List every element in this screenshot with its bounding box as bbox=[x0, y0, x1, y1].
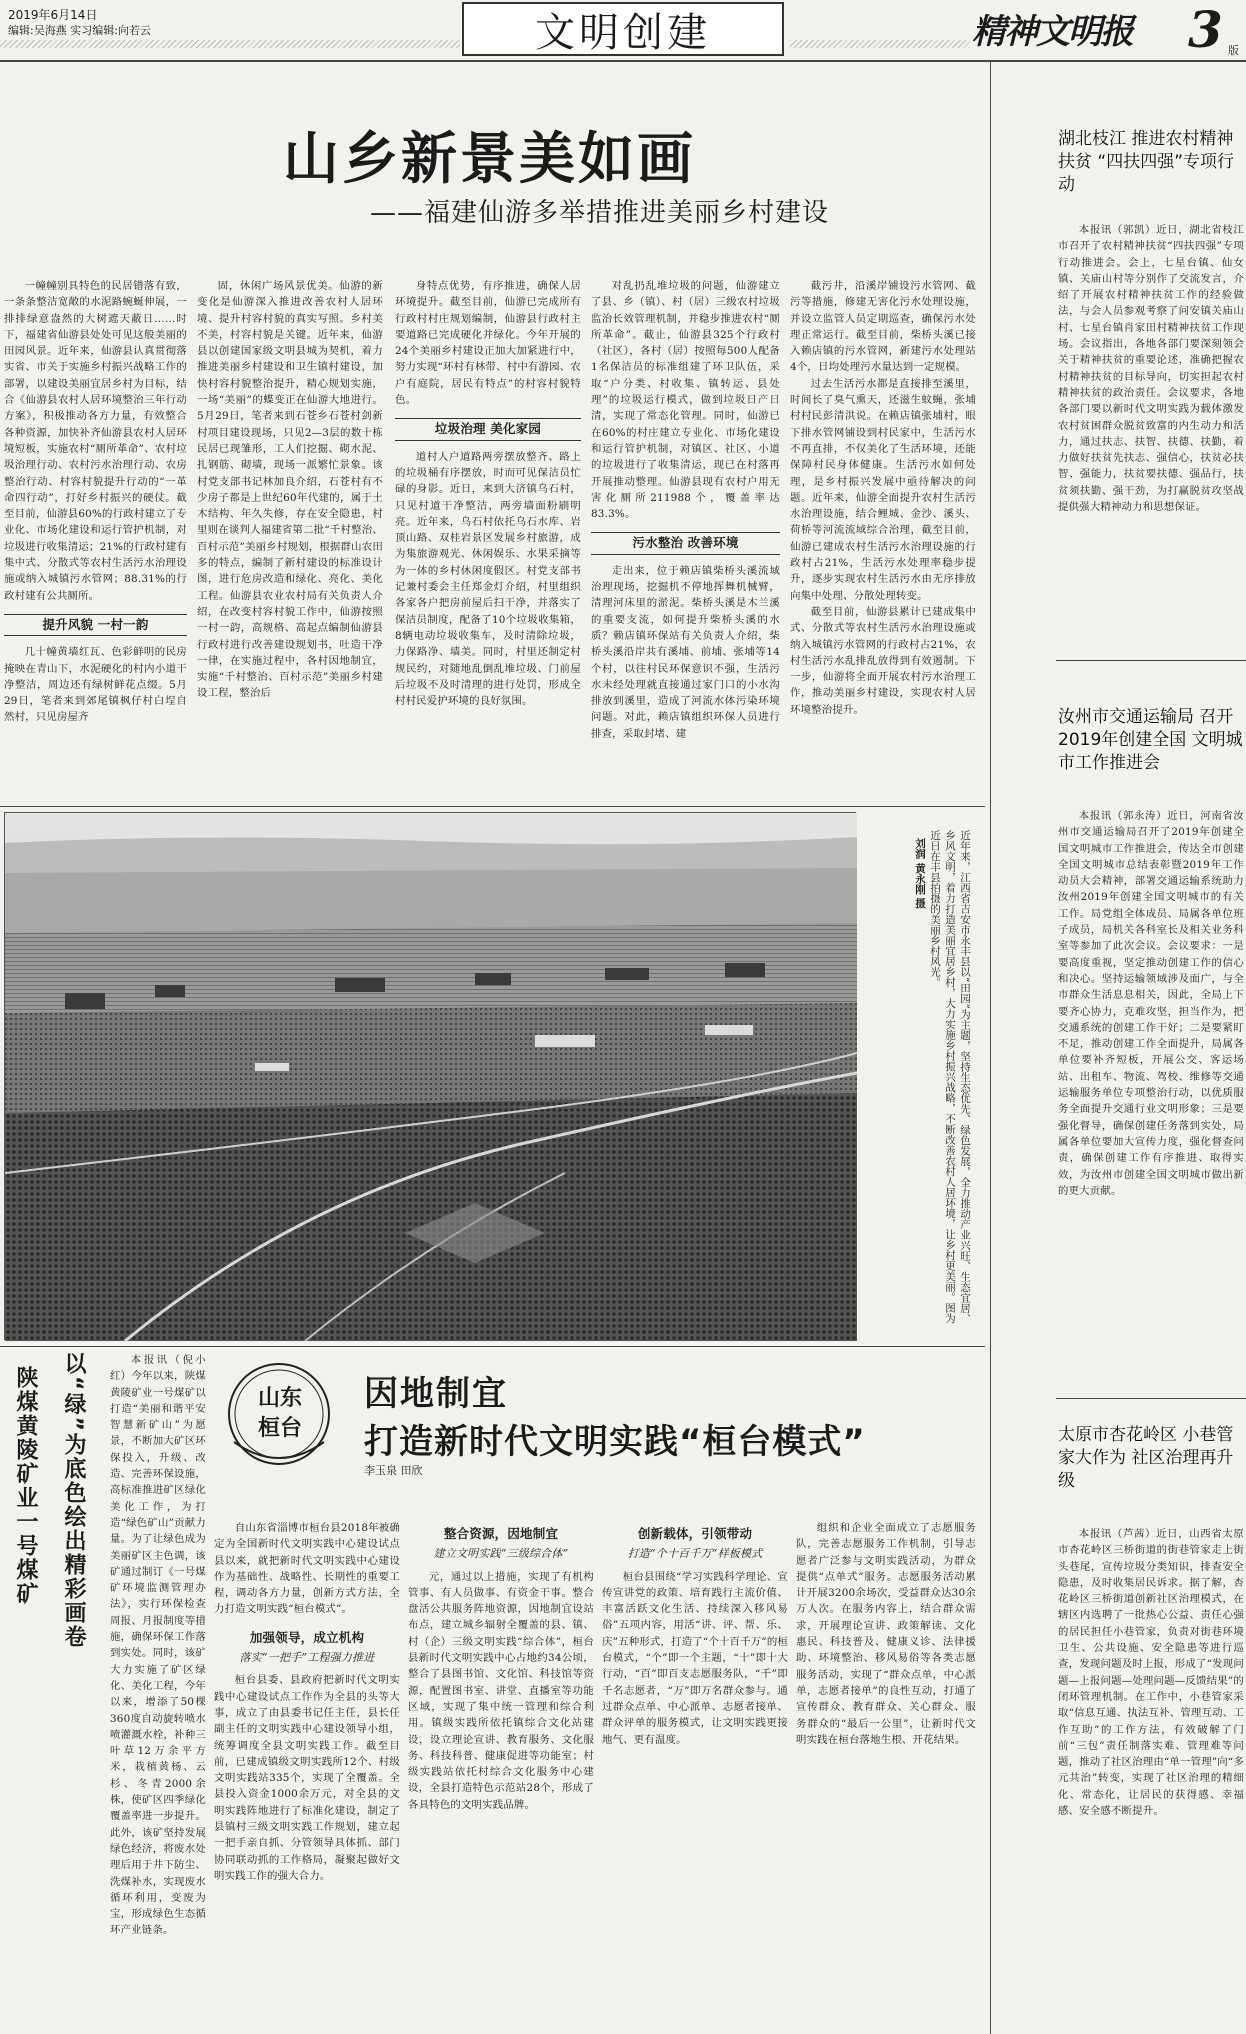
lead-subheadline: ——福建仙游多举措推进美丽乡村建设 bbox=[370, 198, 830, 228]
huantai-column-4 bbox=[796, 1520, 976, 2020]
lead-column-1 bbox=[4, 278, 187, 798]
lead-column-4 bbox=[591, 278, 780, 798]
lead-col4b-text: 走出来，位于赖店镇柴桥头溪流域治理现场，挖掘机不停地挥舞机械臂，清理河床里的淤泥。柴桥头溪是木兰溪的重要支流，如何提升柴桥头溪的水质？赖店镇环保站有关负责人介绍，柴桥头溪沿岸共有溪埔、前埔、张埔等14个村，以往村民环保意识不强，生活污水未经处理就直接通过家门口的小水沟排放到溪里，造成了河流水体污染环境问题。对此，赖店镇组织环保人员进行排查，采取封堵、建 bbox=[591, 564, 780, 740]
editor-credits: 编辑:吴海燕 实习编辑:向若云 bbox=[8, 24, 151, 37]
huantai-col1b-text: 桓台县委、县政府把新时代文明实践中心建设试点工作作为全县的头等大事，成立了由县委书记任主任，县长任副主任的文明实践中心建设领导小组，统筹调度全县文明实践工作。截至目前，已建成镇级文明实践所12个、村级文明实践站335个，实现了全覆盖。全县投入资金1000余万元，对全县的文明实践阵地进行了标准化建设，制定了县镇村三级文明实践工作规划，建立起一把手亲自抓、分管领导具体抓、部门协同联动抓的工作格局，凝聚起做好文明实践工作的强大合力。 bbox=[214, 1674, 400, 1882]
page-number: 3 bbox=[1188, 0, 1223, 59]
page-label: 版 bbox=[1228, 44, 1239, 57]
photo-credit: 刘润 黄永刚 摄 bbox=[914, 838, 926, 909]
huantai-column-2 bbox=[408, 1520, 594, 2020]
subhead-ziyuan: 整合资源，因地制宜 bbox=[443, 1526, 559, 1541]
huantai-column-3 bbox=[602, 1520, 788, 2020]
huantai-col3-text: 桓台县围绕“学习实践科学理论、宣传宣讲党的政策、培育践行主流价值、丰富活跃文化生活、持续深入移风易俗”五项内容，用活“讲、评、帮、乐、庆”五种形式，打造了“个十百千万”的桓台模式，“个”即一个主题，“十”即十大行动，“百”即百支志愿服务队，“千”即千名志愿者，“万”即万名群众参与。通过群众点单、中心派单、志愿者接单、群众评单的服务模式，让文明实践更接地气、更有温度。 bbox=[602, 1570, 788, 1746]
huantai-region-1: 山东 bbox=[257, 1386, 302, 1411]
issue-date: 2019年6月14日 bbox=[8, 8, 98, 22]
masthead bbox=[0, 0, 1246, 62]
lead-column-2 bbox=[197, 278, 383, 798]
sidebar-divider bbox=[990, 62, 991, 2034]
vertical-headline: 以“绿”为底色绘出精彩画卷 bbox=[61, 1352, 86, 1649]
aerial-photo-svg bbox=[5, 813, 857, 1341]
huantai-headline-2: 打造新时代文明实践“桓台模式” bbox=[364, 1422, 866, 1462]
sidebar-story-1-title: 湖北枝江 推进农村精神扶贫 “四扶四强”专项行动 bbox=[1058, 129, 1235, 195]
lead-col1b-text: 几十幢黄墙红瓦、色彩鲜明的民房掩映在青山下，水泥硬化的村内小道干净整洁，周边还有绿树鲜花点缀。5月29日，笔者来到郊尾镇枫仔村白埕自然村，只见房屋齐 bbox=[4, 646, 187, 724]
vertical-story-text: 本报讯（倪小红）今年以来，陕煤黄陵矿业一号煤矿以打造“美丽和谐平安智慧新矿山”为愿景，不断加大矿区环保投入，升级、改造、完善环保设施，高标准推进矿区绿化美化工作，为打造“绿色矿山”贡献力量。为了让绿色成为美丽矿区主色调，该矿通过制订《一号煤矿环境监测管理办法》，实行环保检查周报、月报制度等措施，确保环保工作落到实处。同时，该矿大力实施了矿区绿化、美化工程，今年以来，增添了50棵360度自动旋转喷水喷灌溉水栓，补种三叶草12万余平方米，栽植黄杨、云杉、冬青2000余株，使矿区四季绿化覆盖率进一步提升。此外，该矿坚持发展绿色经济，将废水处理后用于井下防尘、洗煤补水，实现废水循环利用，变废为宝，形成绿色生态循环产业链条。 bbox=[110, 1354, 206, 1937]
sidebar-story-2-text: 本报讯（郭永涛）近日，河南省汝州市交通运输局召开了2019年创建全国文明城市工作推进会，传达全市创建全国文明城市总结表彰暨2019年工作动员大会精神，部署交通运输系统助力汝州2019年创建全国文明城市的有关工作。局党组全体成员、局属各单位班子成员，局机关各科室长及相关业务科室等参加了此次会议。会议要求：一是要高度重视，坚定推动创建工作的信心和决心。坚持运输领域涉及面广，与全市群众生活息息相关，因此，全局上下要齐心协力，克难攻坚，担当作为，把交通系统的创建工作干好；二是要紧盯不足，推动创建工作全面提升，局属各单位要补齐短板，开展公交、客运场站、出租车、物流、驾校、维修等交通运输服务单位专项整治行动，以优质服务全面提升交通行业文明形象；三是要强化督导，确保创建任务落到实处，局属各单位要加大宣传力度，强化督查问责，确保创建工作有序推进、取得实效，为汝州市创建全国文明城市做出新的更大贡献。 bbox=[1058, 810, 1244, 1197]
vertical-headline-2: 陕煤黄陵矿业一号煤矿 bbox=[13, 1366, 38, 1606]
sidebar-story-2 bbox=[1058, 808, 1244, 1364]
huantai-region-2: 桓台 bbox=[257, 1416, 302, 1441]
photo-caption-text: 近年来，江西省吉安市永丰县以“田园”为主题，坚持生态优先、绿色发展，全力推动产业兴旺、生态宜居、乡风文明，着力打造美丽宜居乡村，大力实施乡村振兴战略，不断改善农村人居环境，让乡村更美丽。图为近日在丰县拍摄的美丽乡村风光。 bbox=[929, 830, 971, 1324]
sidebar-story-3 bbox=[1058, 1526, 1244, 2026]
sidebar-story-1-text: 本报讯（郭凯）近日，湖北省枝江市召开了农村精神扶贫“四扶四强”专项行动推进会。会上，七星台镇、仙女镇、关庙山村等分别作了交流发言，介绍了开展农村精神扶贫工作的经验做法，与会人员参观考察了问安镇关庙山村、七星台镇肖家田村精神扶贫工作现场。会议指出，各地各部门要深刻领会关于精神扶贫的重要论述，准确把握农村精神扶贫的目标导向，切实担起农村精神扶贫的政治责任。会议要求，各地各部门要以新时代文明实践为载体激发农村贫困群众脱贫致富的内生动力和活力，通过扶志、扶智、扶德、扶勤，着力做好扶贫先扶志、强信心，扶贫必扶智、强能力，扶贫要扶德、强品行，扶贫须扶勤、强干劲，为打赢脱贫攻坚战提供强大精神动力和思想保证。 bbox=[1058, 224, 1244, 514]
sidebar-story-3-title: 太原市杏花岭区 小巷管家大作为 社区治理再升级 bbox=[1058, 1425, 1234, 1491]
lead-col3-text: 身特点优势，有序推进，确保人居环境提升。截至目前，仙游已完成所有行政村村庄规划编制，仙游县行政村主要道路已完成硬化并绿化。今年开展的24个美丽乡村建设正加大加紧进行中，努力实现“环村有林带、村中有游园、农户有庭院，居民有特点”的村容村貌特色。 bbox=[395, 280, 581, 407]
subhead-lingdao-2: 落实“一把手”工程强力推进 bbox=[239, 1651, 375, 1665]
subhead-wushui: 污水整治 改善环境 bbox=[591, 532, 780, 554]
photo-caption bbox=[862, 830, 972, 1330]
lead-col5c-text: 截至目前，仙游县累计已建成集中式、分散式等农村生活污水治理设施或纳入城镇污水管网的行政村占21%，农村生活污水乱排乱放得到有效遏制。下一步，仙游将全面开展农村污水治理工作，推动美丽乡村建设，实现农村人居环境整治提升。 bbox=[790, 605, 976, 716]
lead-headline: 山乡新景美如画 bbox=[283, 127, 696, 192]
subhead-laji: 垃圾治理 美化家园 bbox=[395, 418, 581, 440]
subhead-zaiti-2: 打造“个十百千万”样板模式 bbox=[627, 1547, 763, 1561]
subhead-ziyuan-2: 建立文明实践“三级综合体” bbox=[433, 1547, 569, 1561]
lead-column-3 bbox=[395, 278, 581, 798]
masthead-hatch-left bbox=[0, 40, 460, 48]
newspaper-logo: 精神文明报 bbox=[972, 12, 1132, 52]
lead-col2-text: 固，休闲广场风景优美。仙游的新变化是仙游深入推进改善农村人居环境、提升村容村貌的真实写照。乡村美不美，村容村貌是关键。近年来，仙游县以创建国家级文明县城为契机，着力推进美丽乡村建设和卫生镇村建设，加快村容村貌整治提升，精心规划实施，一场“美丽”的蝶变正在仙游大地进行。5月29日，笔者来到石苍乡石苍村剑新村项目建设现场，只见2—3层的数十栋民居已现雏形，工人们挖掘、砌水泥、扎钢筋、砌墙，现场一派繁忙景象。该村党支部书记林加良介绍，石苍村有不少房子都是上世纪60年代建的，属于土木结构、年久失修，存在安全隐患，村里则在谈判人福建省第二批“千村整治、百村示范”美丽乡村规划，根据群山农田多的特点，编制了新村建设的标准设计图，进行危房改造和绿化、亮化、美化工程。仙游县农业农村局有关负责人介绍，在改变村容村貌工作中，仙游按照一村一韵，高规格、高起点编制仙游县行政村进行改善建设规划书，吐造干净一律，在实施过程中，各村因地制宜，实施“千村整治、百村示范”美丽乡村建设工程，整治后 bbox=[197, 280, 383, 700]
huantai-headline: 因地制宜 bbox=[364, 1374, 508, 1414]
subhead-zaiti: 创新载体，引领带动 bbox=[637, 1526, 753, 1541]
subhead-lingdao: 加强领导，成立机构 bbox=[249, 1629, 365, 1645]
lead-column-5 bbox=[790, 278, 976, 798]
huantai-region bbox=[240, 1384, 320, 1444]
sidebar-story-3-text: 本报讯（芦茜）近日，山西省太原市杏花岭区三桥街道的街巷管家走上街头巷尾，宣传垃圾分类知识，排查安全隐患，及时收集居民诉求。据了解，杏花岭区三桥街道创新社区治理模式，在辖区内选聘了一批热心公益、责任心强的居民担任小巷管家，负责对街巷环境卫生、公共设施、安全隐患等进行巡查，发现问题及时上报，形成了“发现问题—上报问题—处理问题—反馈结果”的闭环管理机制。在工作中，小巷管家采取“信息互通、执法互补、管理互动、工作互助”的工作方法，有效破解了门前“三包”责任制落实难、管理难等问题，推动了社区治理由“单一管理”向“多元共治”转变，实现了社区治理的精细化、常态化，让居民的获得感、幸福感、安全感不断提升。 bbox=[1058, 1528, 1244, 1818]
sidebar-rule-1 bbox=[1056, 660, 1246, 661]
vertical-headline-block bbox=[4, 1352, 114, 1822]
aerial-photo bbox=[4, 812, 856, 1340]
huantai-col2-text: 元，通过以上措施，实现了有机构管事、有人员做事、有资金干事。整合盘活公共服务阵地资源，因地制宜设站布点，建立城乡辐射全覆盖的县、镇、村（企）三级文明实践“综合体”，桓台县新时代文明实践中心占地约34公顷，整合了县图书馆、文化馆、科技馆等资源，配置图书室、讲堂、直播室等功能区域，实现了集中统一管理和综合利用。镇级实践所依托镇综合文化站建设，设立理论宣讲、教育服务、文化服务、科技科普、健康促进等功能室；村级实践站依托村综合文化服务中心建设，全县打造特色示范站28个，形成了各具特色的文明实践品牌。 bbox=[408, 1570, 594, 1811]
huantai-header bbox=[214, 1354, 974, 1504]
masthead-hatch-right bbox=[790, 40, 970, 48]
sidebar-story-1 bbox=[1058, 222, 1244, 640]
divider-photo-bottom bbox=[0, 1346, 985, 1347]
huantai-byline: 李玉泉 田欣 bbox=[364, 1464, 423, 1477]
sidebar-rule-2 bbox=[1056, 1398, 1246, 1399]
subhead-fengmao: 提升风貌 一村一韵 bbox=[4, 614, 187, 636]
lead-col5-text: 截污井，沿溪岸铺设污水管网、截污等措施，修建无害化污水处理设施，并设立监管人员定期巡查，确保污水处理正常运行。截至目前，柴桥头溪已接入赖店镇的污水管网，新建污水处理站4个，日均处理污水量达到一定规模。 bbox=[790, 280, 976, 374]
lead-col4-text: 对乱扔乱堆垃圾的问题，仙游建立了县、乡（镇）、村（居）三级农村垃圾监治长效管理机制，并稳步推进农村“厕所革命”。截止，仙游县325个行政村（社区），各村（居）按照每500人配备1名保洁员的标准组建了环卫队伍，采取“户分类、村收集、镇转运、县处理”的垃圾运行模式，做到垃圾日产日清，实现了常态化管理。同时，仙游已在60%的村庄建立专业化、市场化建设和运行管护机制，对镇区、社区、小道的垃圾进行了收集清运，现已在村落再开展推动整理。仙游县现有农村户用无害化厕所211988个，覆盖率达83.3%。 bbox=[591, 280, 780, 521]
lead-col5b-text: 过去生活污水都是直接排至溪里，时间长了臭气熏天，还滋生蚊蝇，张埔村村民彭清洪说。在赖店镇张埔村，眼下排水管网铺设到村民家中，生活污水不再直排，不仅美化了生活环境，还能保障村民身体健康。生活污水如何处理，是乡村振兴发展中亟待解决的问题。近年来，仙游全面提升农村生活污水治理设施，结合鲤城、金沙、溪头、荷桥等河流流域综合治理，截至目前，仙游已建成农村生活污水治理设施的行政村占21%，生活污水处理率稳步提升，逐步实现农村生活污水由无序排放向集中处理、分散处理转变。 bbox=[790, 377, 976, 602]
divider-lead-photo bbox=[0, 806, 985, 807]
huantai-column-1 bbox=[214, 1520, 400, 2020]
lead-col1-text: 一幢幢别具特色的民居错落有致，一条条整洁宽敞的水泥路蜿蜒伸展，一排排绿意盎然的大树遮天蔽日……时下，福建省仙游县处处可见这般美丽的田园风景。近年来，仙游县认真贯彻落实省、市关于实施乡村振兴战略工作的部署，以建设美丽宜居乡村为目标，结合《仙游县农村人居环境整治三年行动方案》，积极推动各方力量，有效整合各种资源，加快补齐仙游县农村人居环境短板，实施农村“厕所革命”、农村垃圾治理行动、农村污水治理行动、农房整治行动、村容村貌提升行动的“一革命四行动”，打好乡村振兴的硬仗。截至目前，仙游县60%的行政村建立了专业化、市场化建设和运行管护机制，对垃圾进行收集清运；21%的行政村建有集中式、分散式等农村生活污水治理设施或纳入城镇污水管网；88.31%的行政村建有公共厕所。 bbox=[4, 280, 187, 602]
huantai-col4-text: 组织和企业全面成立了志愿服务队，完善志愿服务工作机制，引导志愿者广泛参与文明实践活动，为群众提供“点单式”服务。志愿服务活动累计开展3200余场次，受益群众达30余万人次。在服务内容上，结合群众需求，开展理论宣讲、政策解读、文化惠民、科技普及、健康义诊、法律援助、环境整治、移风易俗等各类志愿服务活动，实现了“群众点单，中心派单，志愿者接单”的良性互动，打通了宣传群众、教育群众、关心群众、服务群众的“最后一公里”，让新时代文明实践在桓台落地生根、开花结果。 bbox=[796, 1522, 976, 1746]
masthead-rule bbox=[0, 60, 1246, 62]
sidebar-story-2-title: 汝州市交通运输局 召开2019年创建全国 文明城市工作推进会 bbox=[1058, 707, 1243, 773]
huantai-col1-text: 自山东省淄博市桓台县2018年被确定为全国新时代文明实践中心建设试点县以来，就把新时代文明实践中心建设作为基础性、战略性、长期性的重要工程，调动各方力量，创新方式方法，全力打造文明实践“桓台模式”。 bbox=[214, 1522, 400, 1616]
vertical-story-text-narrow bbox=[110, 1352, 206, 1937]
lead-col3b-text: 道村人户道路两旁摆放整齐、路上的垃圾桶有序摆放，时而可见保洁员忙碌的身影。近日，来到大济镇乌石村，只见村道干净整洁，两旁墙面粉刷明亮。近年来，乌石村依托乌石水库、岩顶山路、双桂岩景区发展乡村旅游，成为集旅游观光、休闲娱乐、水果采摘等为一体的乡村休闲度假区。村党支部书记兼村委会主任郑金灯介绍，村里组织各家各户把房前屋后扫干净，并落实了保洁员制度，配备了10个垃圾收集箱，8辆电动垃圾收集车，及时清除垃圾，力保路净、墙美。同时，村里还制定村规民约，对随地乱倒乱堆垃圾、门前屋后垃圾不及时清理的进行处罚，形成全村村民爱护环境的良好氛围。 bbox=[395, 450, 581, 708]
section-title: 文明创建 bbox=[462, 2, 784, 56]
